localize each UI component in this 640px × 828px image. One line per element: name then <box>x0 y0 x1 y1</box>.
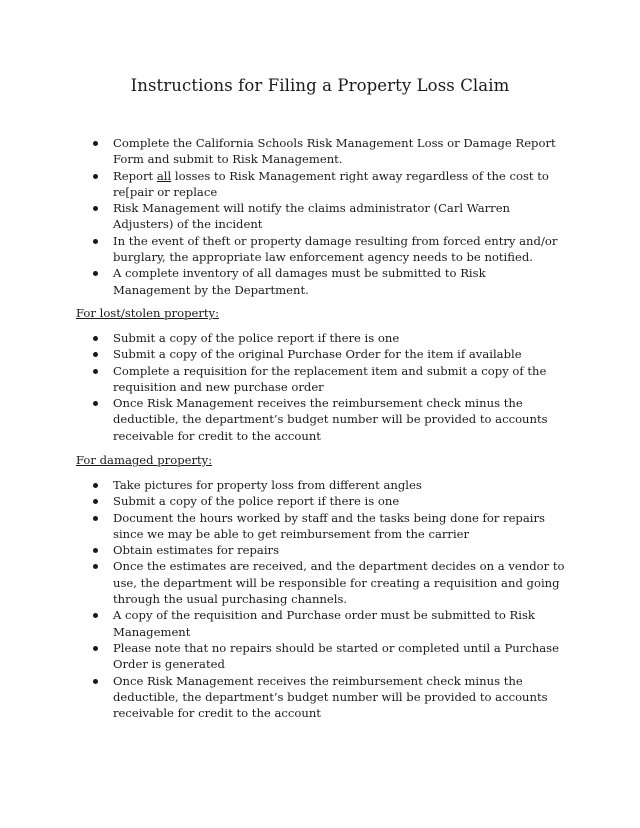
list-item: Once Risk Management receives the reimbursement check minus the deductible, the department’s budget number will be provided to accounts receivable for credit to the account <box>76 395 566 444</box>
list-item: Complete a requisition for the replacement item and submit a copy of the requisition and new purchase order <box>76 363 566 396</box>
list-item: Take pictures for property loss from different angles <box>76 477 566 493</box>
list-item: Submit a copy of the police report if there is one <box>76 330 566 346</box>
list-item: Submit a copy of the original Purchase Order for the item if available <box>76 346 566 362</box>
page-title: Instructions for Filing a Property Loss Claim <box>130 76 510 95</box>
list-item: Document the hours worked by staff and the tasks being done for repairs since we may be able to get reimbursement from the carrier <box>76 510 566 543</box>
list-item: Submit a copy of the police report if there is one <box>76 493 566 509</box>
list-item: In the event of theft or property damage resulting from forced entry and/or burglary, the appropriate law enforcement agency needs to be notified. <box>76 233 566 266</box>
underlined-word: all <box>156 168 172 183</box>
list-item: Please note that no repairs should be started or completed until a Purchase Order is generated <box>76 640 566 673</box>
list-item <box>76 168 566 201</box>
list-item: Once the estimates are received, and the department decides on a vendor to use, the department will be responsible for creating a requisition and going through the usual purchasing channels. <box>76 558 566 607</box>
lost-stolen-heading: For lost/stolen property: <box>76 306 220 320</box>
list-item: Obtain estimates for repairs <box>76 542 566 558</box>
damaged-heading: For damaged property: <box>76 453 213 467</box>
list-item: Complete the California Schools Risk Management Loss or Damage Report Form and submit to Risk Management. <box>76 135 566 168</box>
damaged-list <box>76 477 566 721</box>
list-item: A complete inventory of all damages must be submitted to Risk Management by the Department. <box>76 265 566 298</box>
list-item: Risk Management will notify the claims administrator (Carl Warren Adjusters) of the incident <box>76 200 566 233</box>
list-item-text: losses to Risk Management right away regardless of the cost to re[pair or replace <box>113 168 549 199</box>
list-item: A copy of the requisition and Purchase order must be submitted to Risk Management <box>76 607 566 640</box>
general-instructions-list <box>76 135 566 298</box>
list-item-text: Report <box>113 168 157 183</box>
list-item: Once Risk Management receives the reimbursement check minus the deductible, the department’s budget number will be provided to accounts receivable for credit to the account <box>76 673 566 722</box>
lost-stolen-list <box>76 330 566 444</box>
